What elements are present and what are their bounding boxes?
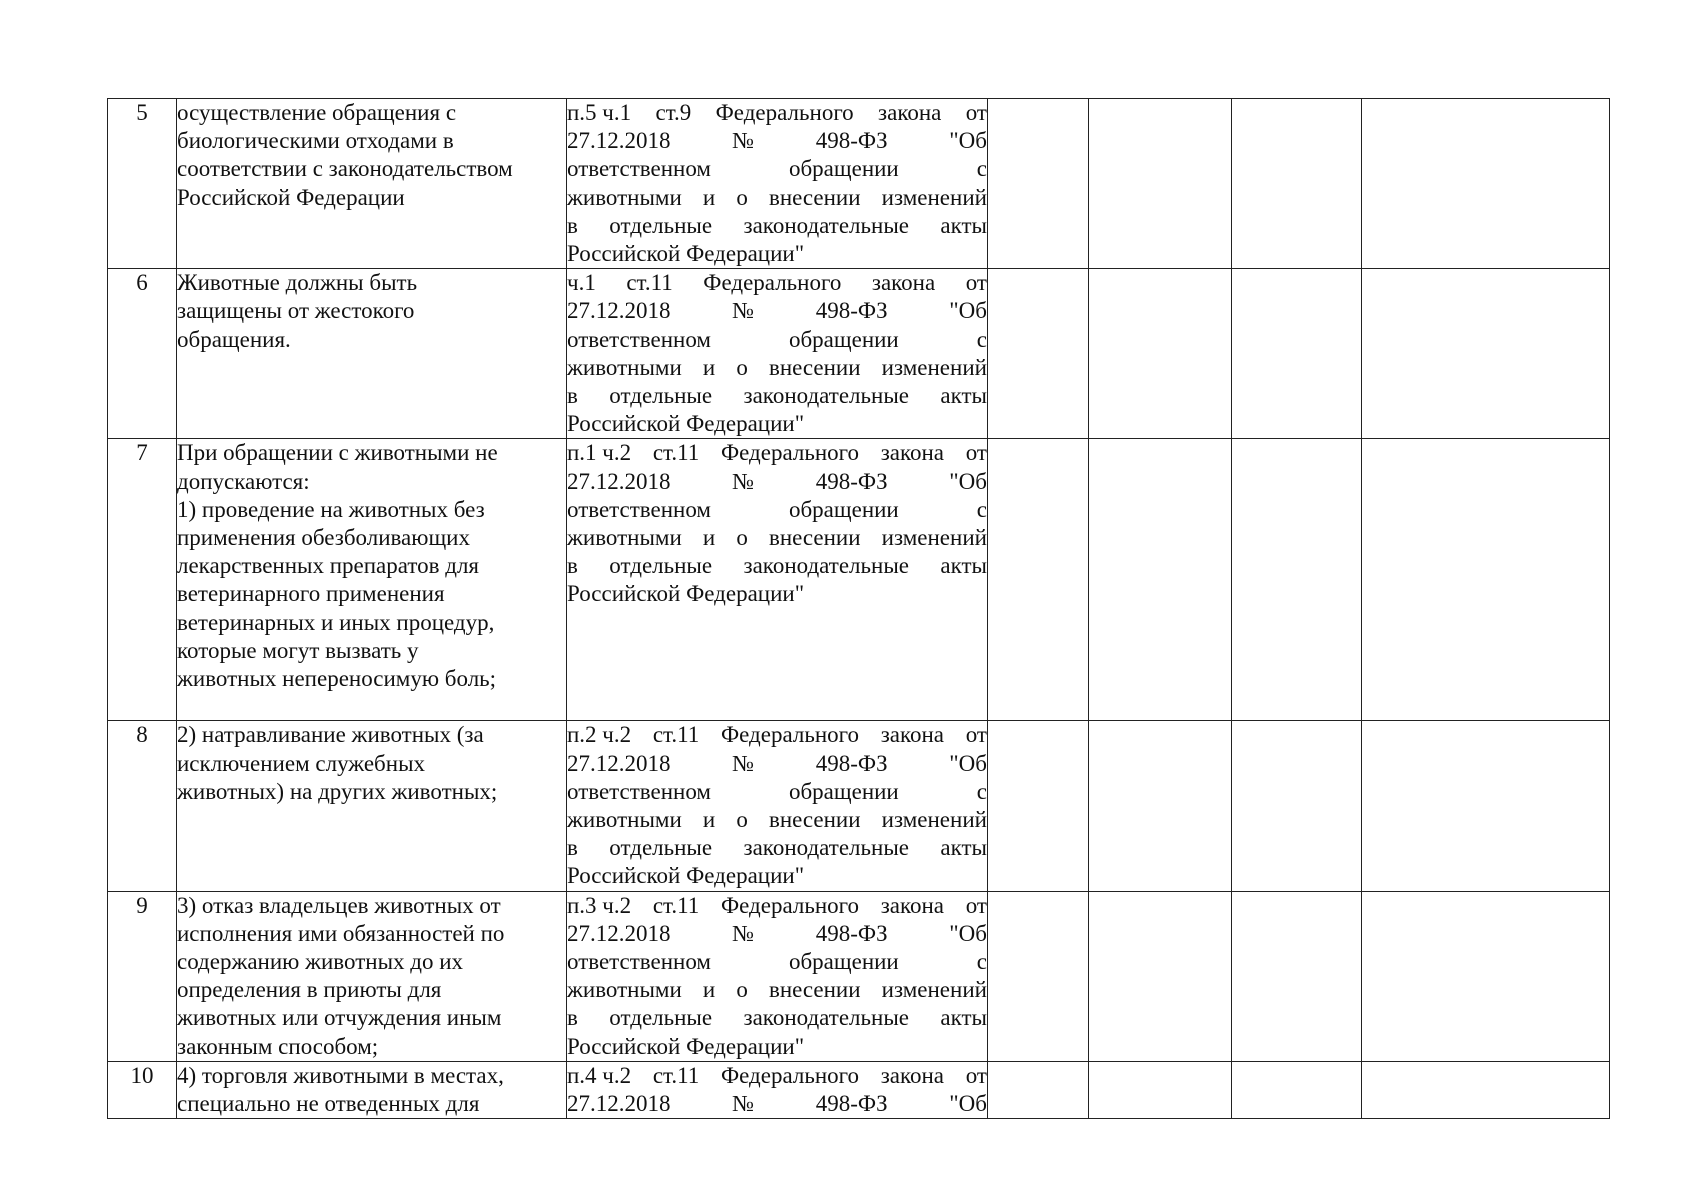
reference-word: животными [567,977,682,1003]
reference-word: ответственном [567,156,711,182]
empty-cell [1232,269,1362,439]
requirement-cell [177,439,567,721]
reference-line [567,354,987,382]
legal-reference-cell [567,891,988,1061]
reference-word: отдельные [609,553,713,579]
reference-word: в [567,383,578,409]
empty-cell [1232,1061,1362,1118]
reference-word: с [976,778,987,804]
reference-word: 27.12.2018 [567,1091,671,1117]
reference-word: от [965,1062,987,1088]
empty-cell [1089,99,1232,269]
empty-cell [1362,99,1610,269]
reference-word: закона [880,440,945,466]
requirement-line: животных) на других животных; [177,778,498,804]
reference-word: № [732,128,755,154]
reference-word: ст.9 [655,100,692,125]
requirement-line: биологическими отходами в [177,128,454,154]
reference-word: и [702,184,716,210]
empty-cell [1362,721,1610,891]
legal-reference-cell [567,269,988,439]
reference-word: "Об [949,468,987,494]
reference-line [567,1090,987,1118]
requirement-line: допускаются: [177,468,310,494]
reference-word: 27.12.2018 [567,920,671,946]
reference-word: о [736,525,748,551]
reference-word: ст.11 [652,1062,700,1088]
reference-word: животными [567,184,682,210]
empty-cell [988,99,1089,269]
table-row [108,439,1610,721]
reference-line [567,184,987,212]
table-row [108,99,1610,269]
requirement-cell [177,99,567,269]
reference-word: 27.12.2018 [567,128,671,154]
requirement-line: При обращении с животными не [177,440,498,466]
requirement-line: Животные должны быть [177,270,418,296]
empty-cell [1362,891,1610,1061]
empty-cell [1232,99,1362,269]
reference-word: от [965,100,987,125]
reference-line [567,155,987,183]
requirement-line: законным способом; [177,1033,379,1059]
row-number: 7 [108,439,177,721]
reference-word: с [976,496,987,522]
legal-reference-cell [567,99,988,269]
empty-cell [1089,721,1232,891]
empty-cell [988,439,1089,721]
reference-word: обращении [788,156,899,182]
requirement-line: ветеринарного применения [177,581,445,607]
reference-word: "Об [949,750,987,776]
empty-cell [1362,1061,1610,1118]
reference-word: от [965,270,987,296]
reference-word: Федерального [720,722,859,748]
reference-word: закона [880,892,945,918]
reference-word: обращении [788,778,899,804]
reference-word: животными [567,354,682,380]
reference-word: "Об [949,128,987,154]
reference-line [567,382,987,410]
reference-word: "Об [949,920,987,946]
reference-line-last: Российской Федерации" [567,863,805,889]
reference-line [567,99,987,127]
reference-word: акты [940,835,987,861]
legal-reference-cell [567,1061,988,1118]
reference-line [567,806,987,834]
reference-word: п.2 ч.2 [567,722,632,748]
reference-word: № [732,468,755,494]
reference-word: о [736,184,748,210]
reference-line-last: Российской Федерации" [567,411,805,437]
reference-word: с [976,949,987,975]
requirement-cell [177,1061,567,1118]
reference-word: обращении [788,949,899,975]
reference-word: акты [940,383,987,409]
empty-cell [1362,439,1610,721]
reference-word: животными [567,525,682,551]
empty-cell [1089,891,1232,1061]
reference-word: внесении [768,525,861,551]
reference-word: отдельные [609,835,713,861]
reference-word: акты [940,1005,987,1031]
reference-word: и [702,807,716,833]
reference-word: "Об [949,1091,987,1117]
reference-word: 27.12.2018 [567,750,671,776]
empty-cell [1362,269,1610,439]
reference-line [567,976,987,1004]
reference-word: Федерального [720,1062,859,1088]
reference-word: законодательные [743,1005,909,1031]
reference-word: законодательные [743,553,909,579]
reference-word: п.4 ч.2 [567,1062,632,1088]
reference-line-last: Российской Федерации" [567,581,805,607]
reference-line [567,439,987,467]
table-row [108,1061,1610,1118]
empty-cell [1232,721,1362,891]
reference-word: законодательные [743,383,909,409]
reference-word: 498-ФЗ [815,750,888,776]
empty-cell [988,269,1089,439]
reference-word: ответственном [567,496,711,522]
row-number: 8 [108,721,177,891]
reference-line [567,269,987,297]
reference-word: законодательные [743,212,909,238]
reference-word: с [976,326,987,352]
reference-word: 27.12.2018 [567,298,671,324]
reference-word: о [736,354,748,380]
checklist-table [107,98,1610,1119]
empty-cell [1232,891,1362,1061]
reference-word: "Об [949,298,987,324]
reference-word: акты [940,212,987,238]
reference-line [567,778,987,806]
empty-cell [988,1061,1089,1118]
reference-word: обращении [788,326,899,352]
requirement-line: Российской Федерации [177,184,405,210]
reference-word: 498-ФЗ [815,468,888,494]
legal-reference-cell [567,721,988,891]
reference-line [567,1004,987,1032]
empty-cell [988,891,1089,1061]
reference-word: и [702,977,716,1003]
requirement-cell [177,891,567,1061]
reference-word: Федерального [703,270,842,296]
requirement-line: осуществление обращения с [177,100,457,125]
reference-word: № [732,920,755,946]
reference-word: отдельные [609,383,713,409]
reference-word: с [976,156,987,182]
requirement-line: специально не отведенных для [177,1091,480,1117]
reference-word: 498-ФЗ [815,1091,888,1117]
requirement-line: 1) проведение на животных без [177,496,485,522]
reference-word: ч.1 [567,270,596,296]
reference-word: закона [878,100,942,125]
table-row [108,721,1610,891]
reference-line-last: Российской Федерации" [567,1033,805,1059]
requirement-line: обращения. [177,326,291,352]
reference-line [567,834,987,862]
reference-word: отдельные [609,212,713,238]
requirement-line: лекарственных препаратов для [177,553,479,579]
reference-word: внесении [768,354,861,380]
reference-word: закона [880,1062,945,1088]
reference-word: закона [871,270,936,296]
reference-word: ответственном [567,949,711,975]
row-number: 10 [108,1061,177,1118]
reference-word: Федерального [720,440,859,466]
requirement-line: исполнения ими обязанностей по [177,920,505,946]
reference-word: отдельные [609,1005,713,1031]
reference-word: 27.12.2018 [567,468,671,494]
reference-word: внесении [768,807,861,833]
reference-line [567,524,987,552]
reference-line [567,468,987,496]
reference-word: животными [567,807,682,833]
reference-line [567,750,987,778]
reference-line [567,127,987,155]
table-row [108,891,1610,1061]
reference-word: и [702,354,716,380]
reference-word: внесении [768,184,861,210]
requirement-line: животных или отчуждения иным [177,1005,502,1031]
reference-word: от [965,722,987,748]
reference-word: и [702,525,716,551]
requirement-line: определения в приюты для [177,977,442,1003]
requirement-line: 3) отказ владельцев животных от [177,892,501,918]
reference-word: от [965,440,987,466]
requirement-line: 4) торговля животными в местах, [177,1062,504,1088]
reference-word: изменений [881,807,987,833]
requirement-line: соответствии с законодательством [177,156,513,182]
reference-word: законодательные [743,835,909,861]
requirement-line: содержанию животных до их [177,949,464,975]
reference-word: ст.11 [652,722,700,748]
reference-word: № [732,750,755,776]
reference-word: изменений [881,354,987,380]
reference-line [567,721,987,749]
reference-word: в [567,212,578,238]
row-number: 6 [108,269,177,439]
requirement-cell [177,269,567,439]
reference-line-last: Российской Федерации" [567,241,805,267]
empty-cell [988,721,1089,891]
reference-word: в [567,553,578,579]
reference-line [567,212,987,240]
reference-line [567,326,987,354]
table-body [108,99,1610,1119]
reference-word: № [732,298,755,324]
row-number: 5 [108,99,177,269]
reference-word: закона [880,722,945,748]
reference-word: ст.11 [652,892,700,918]
reference-line [567,1062,987,1090]
reference-word: ответственном [567,326,711,352]
reference-word: ответственном [567,778,711,804]
reference-line [567,496,987,524]
reference-word: от [965,892,987,918]
reference-word: 498-ФЗ [815,128,888,154]
requirement-line: 2) натравливание животных (за [177,722,484,748]
requirement-line: животных непереносимую боль; [177,666,497,692]
reference-word: 498-ФЗ [815,920,888,946]
reference-word: в [567,1005,578,1031]
reference-word: № [732,1091,755,1117]
reference-word: внесении [768,977,861,1003]
reference-line [567,892,987,920]
reference-word: акты [940,553,987,579]
reference-line [567,920,987,948]
reference-word: п.1 ч.2 [567,440,632,466]
reference-word: о [736,807,748,833]
requirement-line: применения обезболивающих [177,525,470,551]
reference-word: п.3 ч.2 [567,892,632,918]
reference-word: изменений [881,184,987,210]
reference-word: о [736,977,748,1003]
reference-word: изменений [881,977,987,1003]
empty-cell [1089,439,1232,721]
reference-line [567,948,987,976]
requirement-line: ветеринарных и иных процедур, [177,609,495,635]
reference-word: Федерального [720,892,859,918]
empty-cell [1089,1061,1232,1118]
reference-word: в [567,835,578,861]
reference-word: п.5 ч.1 [567,100,632,125]
requirement-line: исключением служебных [177,750,426,776]
legal-reference-cell [567,439,988,721]
empty-cell [1232,439,1362,721]
reference-word: 498-ФЗ [815,298,888,324]
requirement-line: защищены от жестокого [177,298,415,324]
reference-word: изменений [881,525,987,551]
reference-word: ст.11 [652,440,700,466]
reference-line [567,297,987,325]
reference-word: Федерального [715,100,854,125]
requirement-line: которые могут вызвать у [177,637,419,663]
reference-word: обращении [788,496,899,522]
requirement-cell [177,721,567,891]
reference-line [567,552,987,580]
empty-cell [1089,269,1232,439]
table-row [108,269,1610,439]
row-number: 9 [108,891,177,1061]
reference-word: ст.11 [626,270,673,296]
